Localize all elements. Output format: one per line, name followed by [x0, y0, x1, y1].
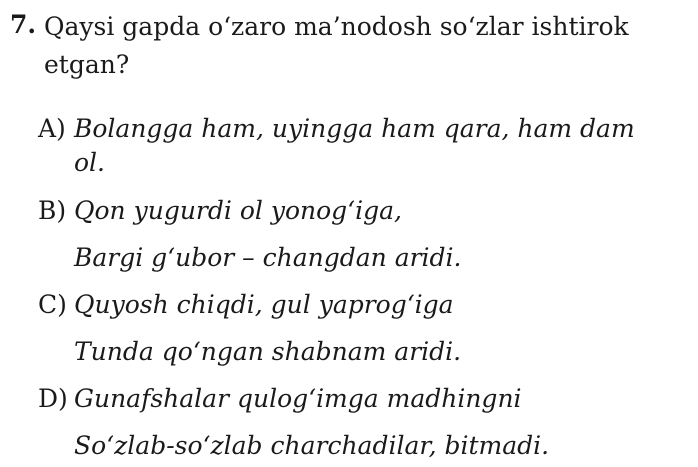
option-line-2: Tunda qo‘ngan shabnam aridi. — [74, 337, 462, 366]
question-number: 7. — [10, 10, 37, 39]
option-line-1: Qon yugurdi ol yonog‘iga, — [74, 196, 402, 225]
option-text — [74, 194, 670, 275]
question-text: Qaysi gapda o‘zaro ma’nodosh so‘zlar ishtirok etgan? — [44, 12, 629, 79]
option-letter: C) — [38, 290, 67, 319]
option-text — [74, 112, 670, 180]
option-text — [74, 288, 670, 369]
option-line-1: Gunafshalar qulog‘imga madhingni — [74, 384, 522, 413]
option-text — [74, 382, 670, 463]
option-letter: A) — [38, 114, 66, 143]
option-line-1: Bolangga ham, uyingga ham qara, ham dam ol. — [74, 114, 635, 177]
option-letter: B) — [38, 196, 67, 225]
option-line-1: Quyosh chiqdi, gul yaprog‘iga — [74, 290, 454, 319]
option-line-2: Bargi g‘ubor – changdan aridi. — [74, 243, 462, 272]
option-line-2: So‘zlab-so‘zlab charchadilar, bitmadi. — [74, 431, 550, 460]
option-letter: D) — [38, 384, 68, 413]
